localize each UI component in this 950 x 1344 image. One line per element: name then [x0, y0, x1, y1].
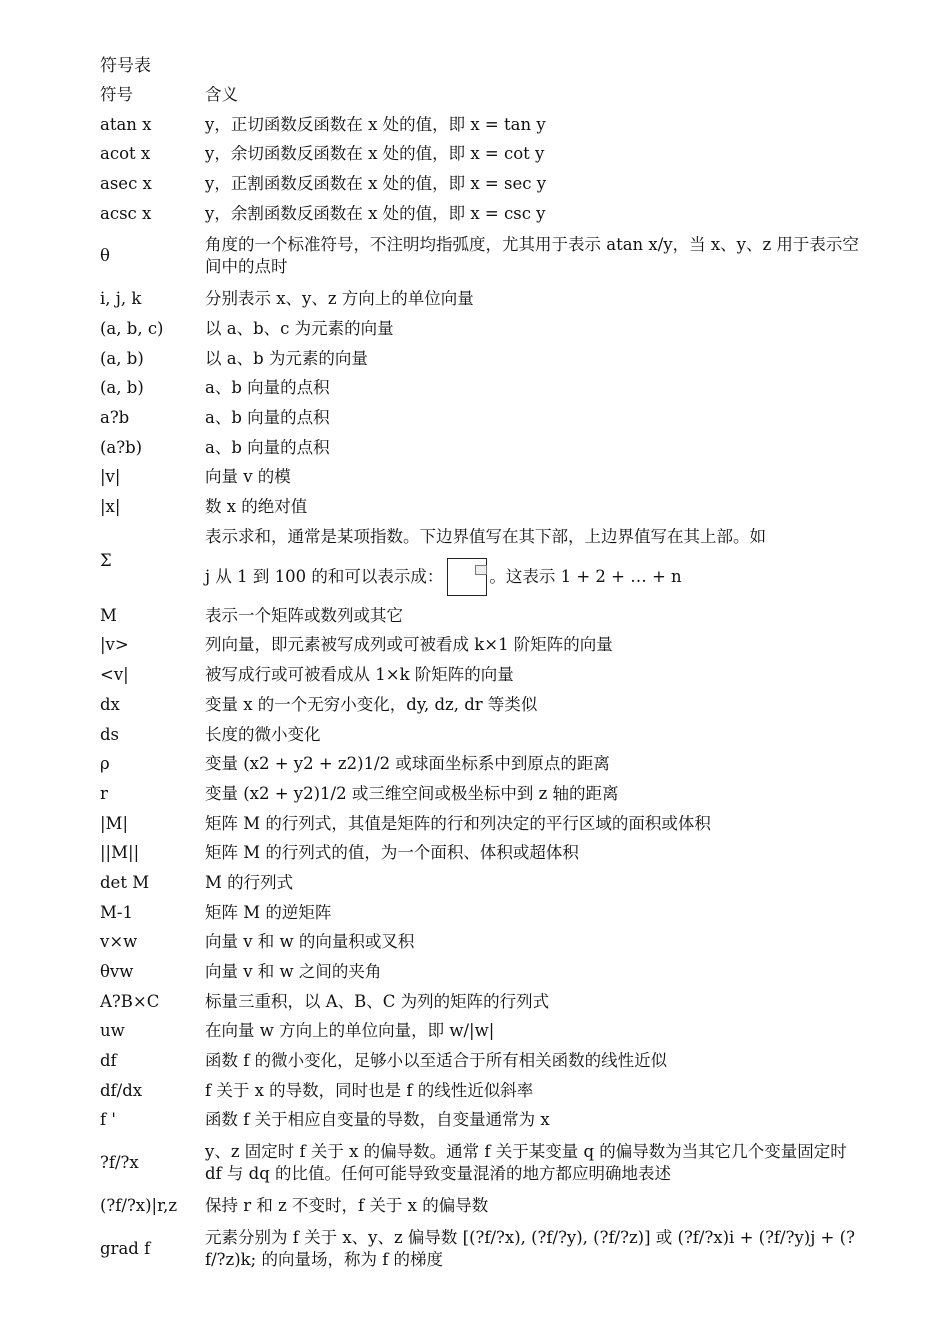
meaning-cell: a、b 向量的点积 [205, 378, 330, 398]
meaning-cell: 元素分别为 f 关于 x、y、z 偏导数 [(?f/?x), (?f/?y), (?f/?z)] 或 (?f/?x)i + (?f/?y)j + (?f/?z)k; 的向量场，称为 f 的梯度 [205, 1228, 855, 1269]
symbol-table-page [100, 52, 860, 1277]
summation-formula-image [447, 558, 487, 596]
table-row [100, 660, 860, 690]
meaning-cell: 矩阵 M 的行列式，其值是矩阵的行和列决定的平行区域的面积或体积 [205, 813, 711, 833]
meaning-cell: 以 a、b、c 为元素的向量 [205, 318, 394, 338]
symbol-cell: ds [100, 724, 120, 744]
meaning-cell: M 的行列式 [205, 872, 294, 892]
symbol-cell: dx [100, 694, 120, 714]
symbol-cell: |v> [100, 635, 129, 655]
meaning-cell: 变量 (x2 + y2 + z2)1/2 或球面坐标系中到原点的距离 [205, 754, 610, 774]
table-row [100, 228, 860, 284]
sigma-text-before: j 从 1 到 100 的和可以表示成： [205, 567, 444, 587]
table-row [100, 374, 860, 404]
symbol-cell: ||M|| [100, 843, 140, 863]
meaning-cell: 以 a、b 为元素的向量 [205, 348, 368, 368]
symbol-cell: |v| [100, 467, 121, 487]
table-row [100, 1135, 860, 1191]
table-row [100, 1076, 860, 1106]
symbol-cell: ?f/?x [100, 1153, 139, 1173]
sigma-text-after: 。这表示 1 + 2 + … + n [489, 567, 682, 587]
symbol-cell: (a, b, c) [100, 318, 164, 338]
meaning-cell: y，余割函数反函数在 x 处的值，即 x = csc y [205, 203, 546, 223]
symbol-cell: A?B×C [100, 991, 160, 1011]
meaning-cell: 矩阵 M 的行列式的值，为一个面积、体积或超体积 [205, 843, 579, 863]
meaning-cell: a、b 向量的点积 [205, 437, 330, 457]
meaning-cell: 标量三重积，以 A、B、C 为列的矩阵的行列式 [205, 991, 550, 1011]
table-row [100, 928, 860, 958]
table-row-sigma [100, 522, 860, 601]
table-row [100, 344, 860, 374]
table-row [100, 1046, 860, 1076]
meaning-cell: a、b 向量的点积 [205, 408, 330, 428]
symbol-table [100, 80, 860, 1277]
symbol-cell: det M [100, 872, 150, 892]
symbol-cell: M-1 [100, 902, 133, 922]
table-row [100, 957, 860, 987]
table-row [100, 1221, 860, 1277]
meaning-cell: 向量 v 和 w 的向量积或叉积 [205, 932, 415, 952]
table-row [100, 1191, 860, 1221]
symbol-cell: ρ [100, 754, 110, 774]
table-row [100, 898, 860, 928]
header-meaning: 含义 [205, 84, 238, 104]
meaning-cell: 分别表示 x、y、z 方向上的单位向量 [205, 289, 474, 309]
table-row [100, 492, 860, 522]
meaning-cell: 向量 v 和 w 之间的夹角 [205, 962, 382, 982]
table-row [100, 838, 860, 868]
table-row [100, 601, 860, 631]
table-row [100, 463, 860, 493]
table-header-row [100, 80, 860, 110]
table-row [100, 169, 860, 199]
meaning-cell: y，正切函数反函数在 x 处的值，即 x = tan y [205, 114, 546, 134]
table-row [100, 314, 860, 344]
meaning-cell: 角度的一个标准符号，不注明均指弧度，尤其用于表示 atan x/y，当 x、y、z 用于表示空间中的点时 [205, 235, 859, 277]
symbol-cell: df [100, 1051, 117, 1071]
meaning-cell: 列向量，即元素被写成列或可被看成 k×1 阶矩阵的向量 [205, 635, 613, 655]
meaning-cell: 矩阵 M 的逆矩阵 [205, 902, 332, 922]
symbol-cell: <v| [100, 665, 129, 685]
table-row [100, 1106, 860, 1136]
meaning-cell: 函数 f 的微小变化，足够小以至适合于所有相关函数的线性近似 [205, 1051, 668, 1071]
sigma-meaning-line1: 表示求和，通常是某项指数。下边界值写在其下部，上边界值写在其上部。如 [205, 527, 766, 547]
table-row [100, 720, 860, 750]
meaning-cell: 数 x 的绝对值 [205, 497, 308, 517]
meaning-cell [205, 522, 860, 601]
page-title: 符号表 [100, 56, 151, 76]
meaning-cell: 保持 r 和 z 不变时，f 关于 x 的偏导数 [205, 1196, 489, 1216]
meaning-cell: y、z 固定时 f 关于 x 的偏导数。通常 f 关于某变量 q 的偏导数为当其它几个变量固定时 df 与 dq 的比值。任何可能导致变量混淆的地方都应明确地表述 [205, 1142, 847, 1184]
meaning-cell: 向量 v 的模 [205, 467, 291, 487]
table-row [100, 690, 860, 720]
symbol-cell: uw [100, 1021, 125, 1041]
table-row [100, 199, 860, 229]
table-row [100, 403, 860, 433]
table-row [100, 110, 860, 140]
table-row [100, 868, 860, 898]
table-row [100, 284, 860, 314]
meaning-cell: f 关于 x 的导数，同时也是 f 的线性近似斜率 [205, 1080, 534, 1100]
table-row [100, 433, 860, 463]
meaning-cell: 表示一个矩阵或数列或其它 [205, 605, 403, 625]
meaning-cell: 被写成行或可被看成从 1×k 阶矩阵的向量 [205, 665, 514, 685]
symbol-cell: (a, b) [100, 378, 144, 398]
symbol-cell: M [100, 605, 117, 625]
table-row [100, 779, 860, 809]
meaning-cell: 在向量 w 方向上的单位向量，即 w/|w| [205, 1021, 495, 1041]
symbol-cell: (a?b) [100, 437, 143, 457]
symbol-cell: (a, b) [100, 348, 144, 368]
meaning-cell: 变量 (x2 + y2)1/2 或三维空间或极坐标中到 z 轴的距离 [205, 783, 619, 803]
meaning-cell: 变量 x 的一个无穷小变化，dy, dz, dr 等类似 [205, 694, 538, 714]
table-row [100, 749, 860, 779]
symbol-cell: atan x [100, 114, 152, 134]
header-symbol: 符号 [100, 84, 133, 104]
meaning-cell: y，正割函数反函数在 x 处的值，即 x = sec y [205, 173, 547, 193]
symbol-cell: Σ [100, 551, 112, 571]
meaning-cell: 长度的微小变化 [205, 724, 321, 744]
table-row [100, 987, 860, 1017]
symbol-cell: i, j, k [100, 289, 142, 309]
symbol-cell: acot x [100, 144, 151, 164]
symbol-cell: grad f [100, 1239, 151, 1258]
meaning-cell: y，余切函数反函数在 x 处的值，即 x = cot y [205, 144, 545, 164]
table-row [100, 139, 860, 169]
symbol-cell: df/dx [100, 1080, 143, 1100]
symbol-cell: acsc x [100, 203, 152, 223]
table-row [100, 809, 860, 839]
symbol-cell: asec x [100, 173, 152, 193]
symbol-cell: |x| [100, 497, 121, 517]
symbol-cell: r [100, 783, 108, 803]
symbol-cell: (?f/?x)|r,z [100, 1196, 178, 1216]
table-row [100, 1017, 860, 1047]
symbol-cell: v×w [100, 932, 138, 952]
symbol-cell: θ [100, 246, 110, 266]
symbol-cell: f ' [100, 1110, 116, 1130]
symbol-cell: |M| [100, 813, 129, 833]
meaning-cell: 函数 f 关于相应自变量的导数，自变量通常为 x [205, 1110, 550, 1130]
symbol-cell: θvw [100, 962, 134, 982]
symbol-cell: a?b [100, 408, 130, 428]
sigma-meaning-line2 [205, 558, 860, 596]
table-row [100, 631, 860, 661]
